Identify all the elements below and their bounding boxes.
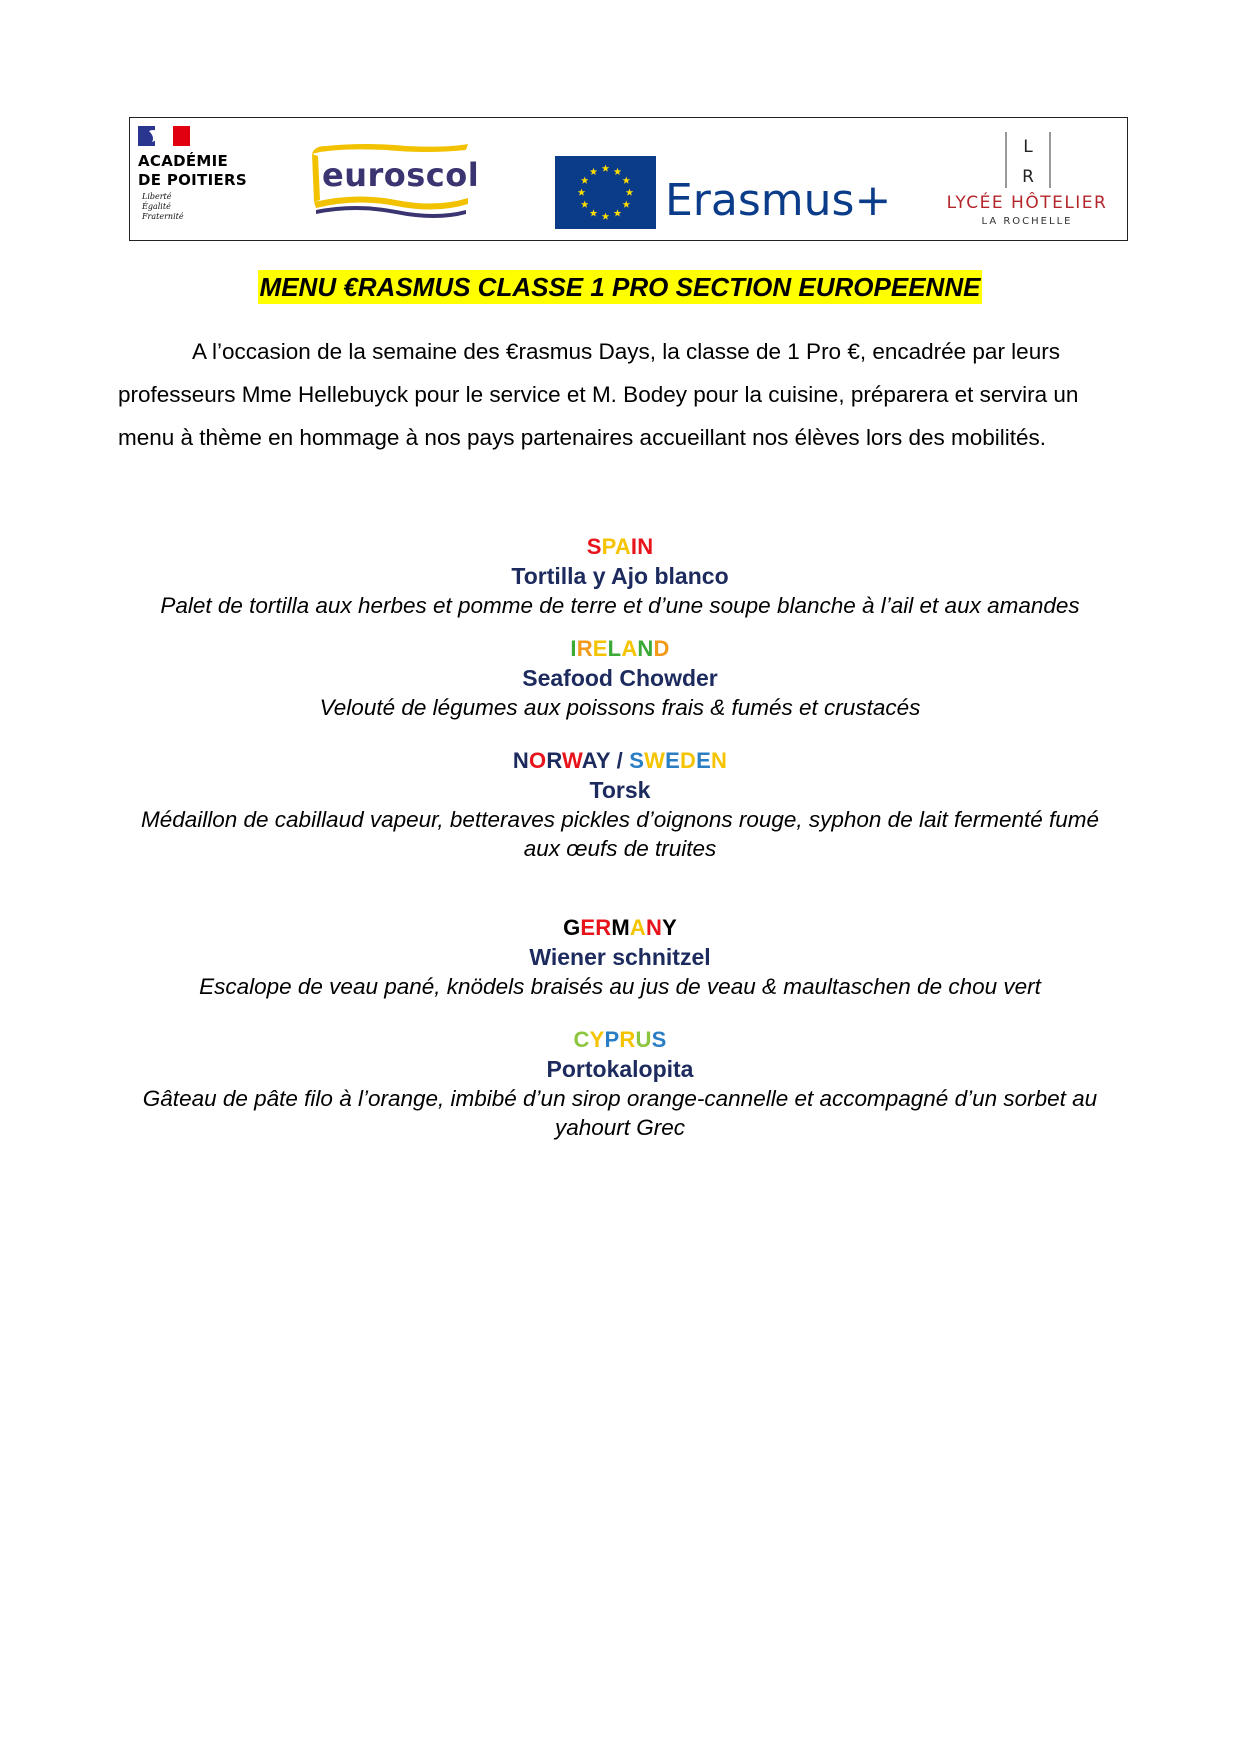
intro-paragraph: A l’occasion de la semaine des €rasmus Days, la classe de 1 Pro €, encadrée par leurs professeurs Mme Hellebuyck pour le service et M. Bodey pour la cuisine, préparera et servira un menu à thème en hommage à nos pays partenaires accueillant nos élèves lors des mobilités. (118, 339, 1079, 450)
lr-monogram-icon (998, 132, 1058, 188)
course-germany (120, 913, 1120, 1001)
country-letter: A (614, 534, 631, 559)
dish-name: Tortilla y Ajo blanco (511, 563, 729, 589)
course-cyprus (120, 1025, 1120, 1142)
country-letter: Y (589, 1027, 605, 1052)
country-letter: S (629, 748, 645, 773)
lycee-city: LA ROCHELLE (981, 216, 1073, 227)
dish-description: Velouté de légumes aux poissons frais & fumés et crustacés (319, 695, 921, 720)
country-letter: W (562, 748, 582, 773)
country-letter: R (576, 636, 593, 661)
euroscol-wordmark: euroscol (322, 156, 480, 194)
menu-title: MENU €RASMUS CLASSE 1 PRO SECTION EUROPEENNE (259, 272, 981, 302)
lr-letter-l: L (1023, 137, 1033, 157)
country-letter: E (696, 748, 711, 773)
academie-line2: DE POITIERS (138, 171, 247, 189)
country-letter: N (637, 534, 654, 559)
country-letter: D (680, 748, 697, 773)
dish-description: Palet de tortilla aux herbes et pomme de terre et d’une soupe blanche à l’ail et aux amandes (160, 593, 1080, 618)
motto-fraternite: Fraternité (142, 212, 184, 221)
country-letter: A (581, 748, 596, 773)
country-letter: O (529, 748, 547, 773)
dish-name: Portokalopita (546, 1056, 694, 1082)
lycee-hotelier-logo (932, 130, 1122, 236)
country-letter: P (601, 534, 615, 559)
dish-description: Escalope de veau pané, knödels braisés au jus de veau & maultaschen de chou vert (199, 974, 1041, 999)
country-letter: L (607, 636, 622, 661)
country-letter: M (611, 915, 630, 940)
country-letter: S (586, 534, 602, 559)
lycee-name: LYCÉE HÔTELIER (946, 193, 1108, 213)
country-letter: Y (662, 915, 677, 940)
country-letter: R (546, 748, 563, 773)
country-letter: P (604, 1027, 620, 1052)
country-letter: G (563, 915, 581, 940)
country-letter: I (630, 534, 638, 559)
country-letter: D (653, 636, 670, 661)
euroscol-logo (306, 140, 480, 220)
country-letter: N (637, 636, 654, 661)
dish-name: Wiener schnitzel (529, 944, 711, 970)
dish-description: Médaillon de cabillaud vapeur, betteraves pickles d’oignons rouge, syphon de lait fermenté fumé aux œufs de truites (140, 807, 1100, 861)
country-letter: Y (595, 748, 611, 773)
country-letter: E (592, 636, 608, 661)
country-letter: E (665, 748, 681, 773)
country-letter: R (595, 915, 612, 940)
country-letter: W (644, 748, 666, 773)
erasmus-plus-wordmark: Erasmus+ (665, 175, 892, 226)
country-letter: / (610, 748, 630, 773)
motto-egalite: Égalité (142, 202, 171, 211)
academie-poitiers-logo (136, 126, 276, 236)
course-spain (120, 532, 1120, 620)
country-heading (120, 532, 1120, 562)
country-letter: S (651, 1027, 667, 1052)
menu-list (120, 532, 1120, 1142)
country-letter: E (580, 915, 596, 940)
course-ireland (120, 634, 1120, 722)
course-norway-sweden (120, 746, 1120, 863)
country-heading (120, 1025, 1120, 1055)
country-heading (120, 913, 1120, 943)
country-letter: N (710, 748, 728, 773)
dish-name: Seafood Chowder (522, 665, 718, 691)
country-letter: U (635, 1027, 652, 1052)
country-letter: A (621, 636, 638, 661)
motto-liberte: Liberté (142, 192, 172, 201)
country-letter: I (570, 636, 577, 661)
republic-motto (142, 192, 184, 222)
country-letter: R (619, 1027, 636, 1052)
title-block (0, 270, 1240, 304)
marianne-flag-icon (138, 126, 190, 146)
lr-letter-r: R (1022, 167, 1034, 187)
country-letter: C (573, 1027, 590, 1052)
country-heading (120, 634, 1120, 664)
country-letter: N (645, 915, 663, 940)
country-letter: N (512, 748, 530, 773)
dish-name: Torsk (589, 777, 651, 803)
country-letter: A (629, 915, 646, 940)
academie-line1: ACADÉMIE (138, 152, 229, 170)
eu-flag-icon (555, 156, 656, 229)
logo-banner (129, 117, 1128, 241)
dish-description: Gâteau de pâte filo à l’orange, imbibé d’un sirop orange-cannelle et accompagné d’un sorbet au yahourt Grec (142, 1086, 1098, 1140)
country-heading (120, 746, 1120, 776)
